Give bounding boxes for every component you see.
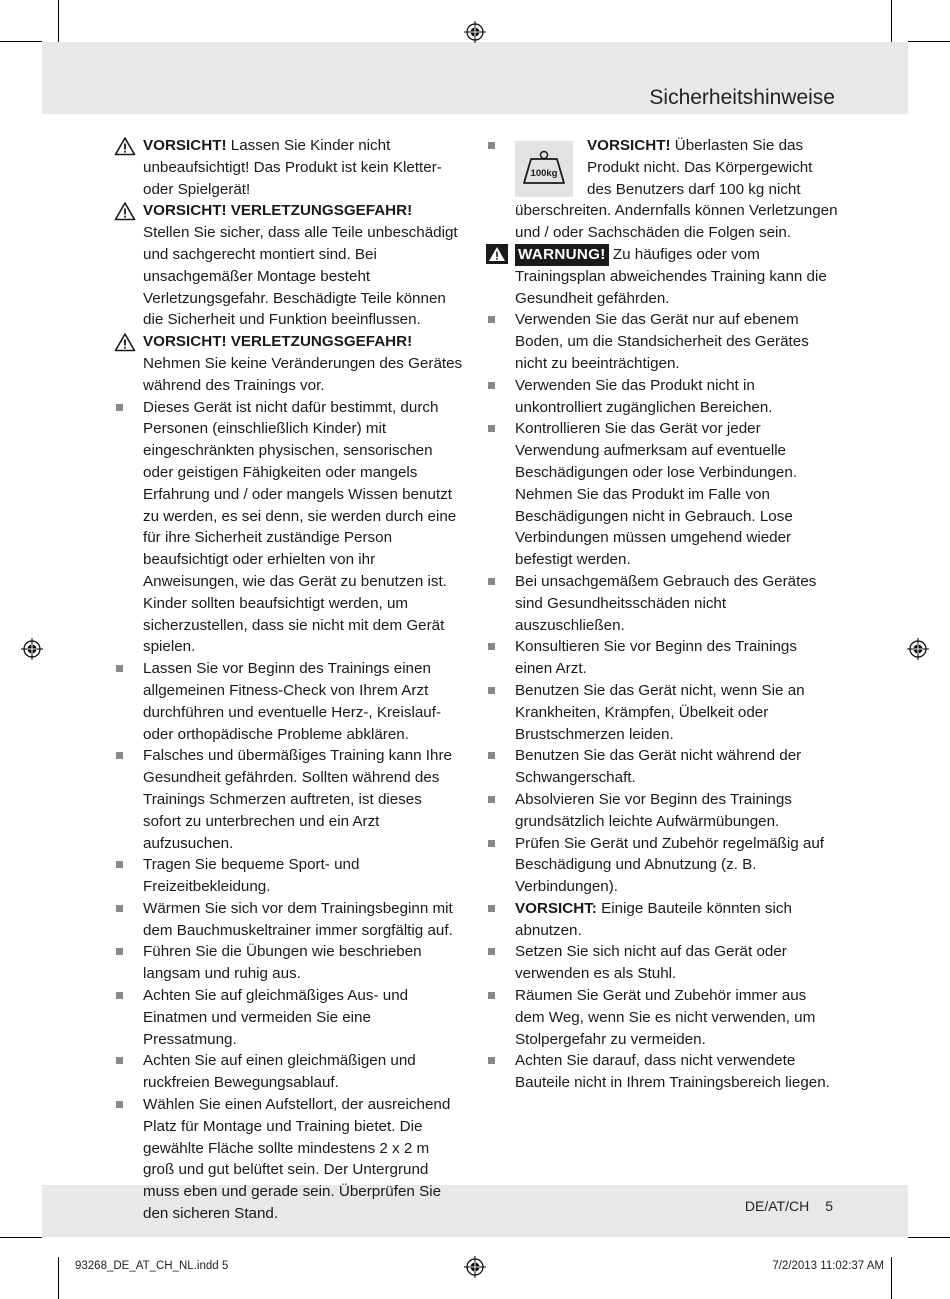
crop-mark bbox=[58, 1257, 59, 1299]
item-text: Prüfen Sie Gerät und Zubehör regelmäßig auf Beschädigung und Abnutzung (z. B. Verbindungen). bbox=[515, 834, 824, 896]
item-text: Achten Sie auf einen gleichmäßigen und ruckfreien Bewegungsablauf. bbox=[143, 1052, 416, 1092]
crop-mark bbox=[0, 41, 42, 42]
item-text: Falsches und übermäßiges Training kann Ihre Gesundheit gefährden. Sollten während des Trainings Schmerzen auftreten, ist dieses sofort zu unterbrechen und ein Arzt aufzusuchen. bbox=[143, 747, 452, 852]
safety-item bbox=[486, 941, 838, 985]
item-text: Konsultieren Sie vor Beginn des Trainings einen Arzt. bbox=[515, 638, 797, 678]
item-text: Einige Bauteile könnten sich abnutzen. bbox=[515, 899, 792, 939]
bullet-icon bbox=[116, 861, 123, 868]
safety-item bbox=[486, 680, 838, 745]
safety-item bbox=[114, 898, 464, 942]
bullet-icon bbox=[488, 948, 495, 955]
item-text: Lassen Sie vor Beginn des Trainings einen allgemeinen Fitness-Check von Ihrem Arzt durchführen und eventuelle Herz-, Kreislauf- oder orthopädische Probleme abklären. bbox=[143, 660, 442, 743]
item-text: Überlasten Sie das Produkt nicht. Das Körpergewicht des Benutzers darf 100 kg nicht überschreiten. Andernfalls können Verletzungen und / oder Sachschäden die Folgen sein. bbox=[515, 137, 838, 242]
weight-icon-label: 100kg bbox=[530, 168, 558, 179]
item-heading: VORSICHT: bbox=[515, 899, 597, 917]
left-column bbox=[114, 135, 464, 1225]
bullet-icon bbox=[488, 643, 495, 650]
bullet-icon bbox=[488, 687, 495, 694]
bullet-icon bbox=[488, 578, 495, 585]
page-title: Sicherheitshinweise bbox=[649, 86, 835, 109]
item-text: Wählen Sie einen Aufstellort, der ausreichend Platz für Montage und Training bietet. Die gewählte Fläche sollte mindestens 2 x 2 m groß und gut belüftet sein. Der Untergrund muss eben und gerade sein. Überprüfen Sie den sicheren Stand. bbox=[143, 1096, 451, 1223]
safety-item bbox=[114, 135, 464, 200]
bullet-icon bbox=[488, 840, 495, 847]
safety-item bbox=[486, 135, 838, 244]
print-slug-timestamp: 7/2/2013 11:02:37 AM bbox=[772, 1260, 884, 1272]
registration-mark-icon bbox=[21, 638, 43, 660]
safety-item bbox=[114, 658, 464, 745]
safety-item bbox=[114, 985, 464, 1050]
item-text: Absolvieren Sie vor Beginn des Trainings grundsätzlich leichte Aufwärmübungen. bbox=[515, 790, 792, 830]
bullet-icon bbox=[488, 905, 495, 912]
item-text: Nehmen Sie keine Veränderungen des Gerätes während des Trainings vor. bbox=[143, 354, 463, 394]
item-heading: VORSICHT! VERLETZUNGSGEFAHR! bbox=[143, 333, 413, 351]
item-text: Räumen Sie Gerät und Zubehör immer aus dem Weg, wenn Sie es nicht verwenden, um Stolpergefahr zu vermeiden. bbox=[515, 987, 816, 1048]
item-text: Wärmen Sie sich vor dem Trainingsbeginn mit dem Bauchmuskeltrainer immer sorgfältig auf. bbox=[143, 899, 453, 939]
safety-item bbox=[486, 1050, 838, 1094]
bullet-icon bbox=[116, 1101, 123, 1108]
bullet-icon bbox=[116, 1057, 123, 1064]
safety-item bbox=[114, 1050, 464, 1094]
safety-item bbox=[114, 854, 464, 898]
safety-item bbox=[114, 331, 464, 396]
safety-item bbox=[486, 309, 838, 374]
safety-item bbox=[114, 397, 464, 659]
bullet-icon bbox=[116, 905, 123, 912]
crop-mark bbox=[908, 1237, 950, 1238]
bullet-icon bbox=[488, 1057, 495, 1064]
crop-mark bbox=[891, 0, 892, 42]
page-footer bbox=[729, 1198, 833, 1214]
item-text: Lassen Sie Kinder nicht unbeaufsichtigt! Das Produkt ist kein Kletter- oder Spielgerät! bbox=[143, 137, 442, 198]
safety-item bbox=[114, 200, 464, 331]
item-text: Bei unsachgemäßem Gebrauch des Gerätes sind Gesundheitsschäden nicht auszuschließen. bbox=[515, 572, 817, 634]
caution-triangle-icon bbox=[114, 136, 136, 156]
safety-item bbox=[486, 985, 838, 1050]
bullet-icon bbox=[488, 142, 495, 149]
item-text: Dieses Gerät ist nicht dafür bestimmt, durch Personen (einschließlich Kinder) mit eingeschränkten physischen, sensorischen oder geistigen Fähigkeiten oder mangels Erfahrung und / oder mangels Wissen benutzt zu werden, es sei denn, sie werden durch eine für ihre Sicherheit zuständige Person beaufsichtigt oder erhielten von ihr Anweisungen, wie das Gerät zu benutzen ist. Kinder sollten beaufsichtigt werden, um sicherzustellen, dass sie nicht mit dem Gerät spielen. bbox=[143, 398, 457, 656]
item-text: Verwenden Sie das Gerät nur auf ebenem Boden, um die Standsicherheit des Gerätes nicht zu beeinträchtigen. bbox=[515, 311, 809, 372]
safety-item bbox=[486, 636, 838, 680]
bullet-icon bbox=[488, 382, 495, 389]
safety-item bbox=[486, 244, 838, 309]
safety-item bbox=[114, 941, 464, 985]
crop-mark bbox=[908, 41, 950, 42]
bullet-icon bbox=[116, 665, 123, 672]
bullet-icon bbox=[116, 752, 123, 759]
crop-mark bbox=[0, 1237, 42, 1238]
item-text: Kontrollieren Sie das Gerät vor jeder Verwendung aufmerksam auf eventuelle Beschädigungen oder lose Verbindungen. Nehmen Sie das Produkt im Falle von Beschädigungen nicht in Gebrauch. Lose Verbindungen müssen umgehend wieder befestigt werden. bbox=[515, 420, 798, 569]
bullet-icon bbox=[116, 992, 123, 999]
safety-item bbox=[486, 375, 838, 419]
crop-mark bbox=[58, 0, 59, 42]
item-text: Tragen Sie bequeme Sport- und Freizeitbekleidung. bbox=[143, 856, 360, 896]
bullet-icon bbox=[488, 425, 495, 432]
safety-item bbox=[486, 833, 838, 898]
safety-item bbox=[486, 418, 838, 571]
print-slug-file: 93268_DE_AT_CH_NL.indd 5 bbox=[75, 1260, 229, 1272]
bullet-icon bbox=[488, 796, 495, 803]
caution-triangle-icon bbox=[114, 201, 136, 221]
item-text: Benutzen Sie das Gerät nicht während der Schwangerschaft. bbox=[515, 747, 802, 787]
item-text: Setzen Sie sich nicht auf das Gerät oder verwenden es als Stuhl. bbox=[515, 943, 787, 983]
warning-icon bbox=[486, 244, 508, 264]
item-heading: VORSICHT! bbox=[587, 137, 671, 154]
item-heading: VORSICHT! bbox=[143, 137, 227, 154]
registration-mark-icon bbox=[464, 21, 486, 43]
item-text: Zu häufiges oder vom Trainingsplan abweichendes Training kann die Gesundheit gefährden. bbox=[515, 245, 827, 307]
item-text: Führen Sie die Übungen wie beschrieben langsam und ruhig aus. bbox=[143, 943, 422, 983]
footer-lang: DE/AT/CH bbox=[744, 1198, 810, 1214]
item-text: Verwenden Sie das Produkt nicht in unkontrolliert zugänglichen Bereichen. bbox=[515, 376, 773, 416]
weight-icon bbox=[521, 149, 567, 187]
item-text: Stellen Sie sicher, dass alle Teile unbeschädigt und sachgerecht montiert sind. Bei unsachgemäßer Montage besteht Verletzungsgefahr. Beschädigte Teile können die Sicherheit und Funktion beeinflussen. bbox=[143, 224, 458, 329]
item-text: Achten Sie auf gleichmäßiges Aus- und Einatmen und vermeiden Sie eine Pressatmung. bbox=[143, 987, 409, 1048]
item-text: Benutzen Sie das Gerät nicht, wenn Sie an Krankheiten, Krämpfen, Übelkeit oder Brustschmerzen leiden. bbox=[515, 681, 805, 743]
crop-mark bbox=[891, 1257, 892, 1299]
weight-limit-icon bbox=[515, 141, 573, 197]
registration-mark-icon bbox=[907, 638, 929, 660]
bullet-icon bbox=[116, 404, 123, 411]
caution-triangle-icon bbox=[114, 332, 136, 352]
safety-item bbox=[486, 898, 838, 942]
safety-item bbox=[486, 789, 838, 833]
registration-mark-icon bbox=[464, 1256, 486, 1278]
safety-item bbox=[114, 1094, 464, 1225]
item-heading: VORSICHT! VERLETZUNGSGEFAHR! bbox=[143, 202, 413, 220]
page-number: 5 bbox=[825, 1198, 833, 1214]
item-text: Achten Sie darauf, dass nicht verwendete Bauteile nicht in Ihrem Trainingsbereich liegen. bbox=[515, 1052, 830, 1092]
warning-badge: WARNUNG! bbox=[515, 244, 609, 266]
bullet-icon bbox=[488, 752, 495, 759]
bullet-icon bbox=[116, 948, 123, 955]
safety-item bbox=[486, 571, 838, 636]
safety-item bbox=[114, 745, 464, 854]
bullet-icon bbox=[488, 316, 495, 323]
right-column bbox=[486, 135, 838, 1094]
safety-item bbox=[486, 745, 838, 789]
bullet-icon bbox=[488, 992, 495, 999]
